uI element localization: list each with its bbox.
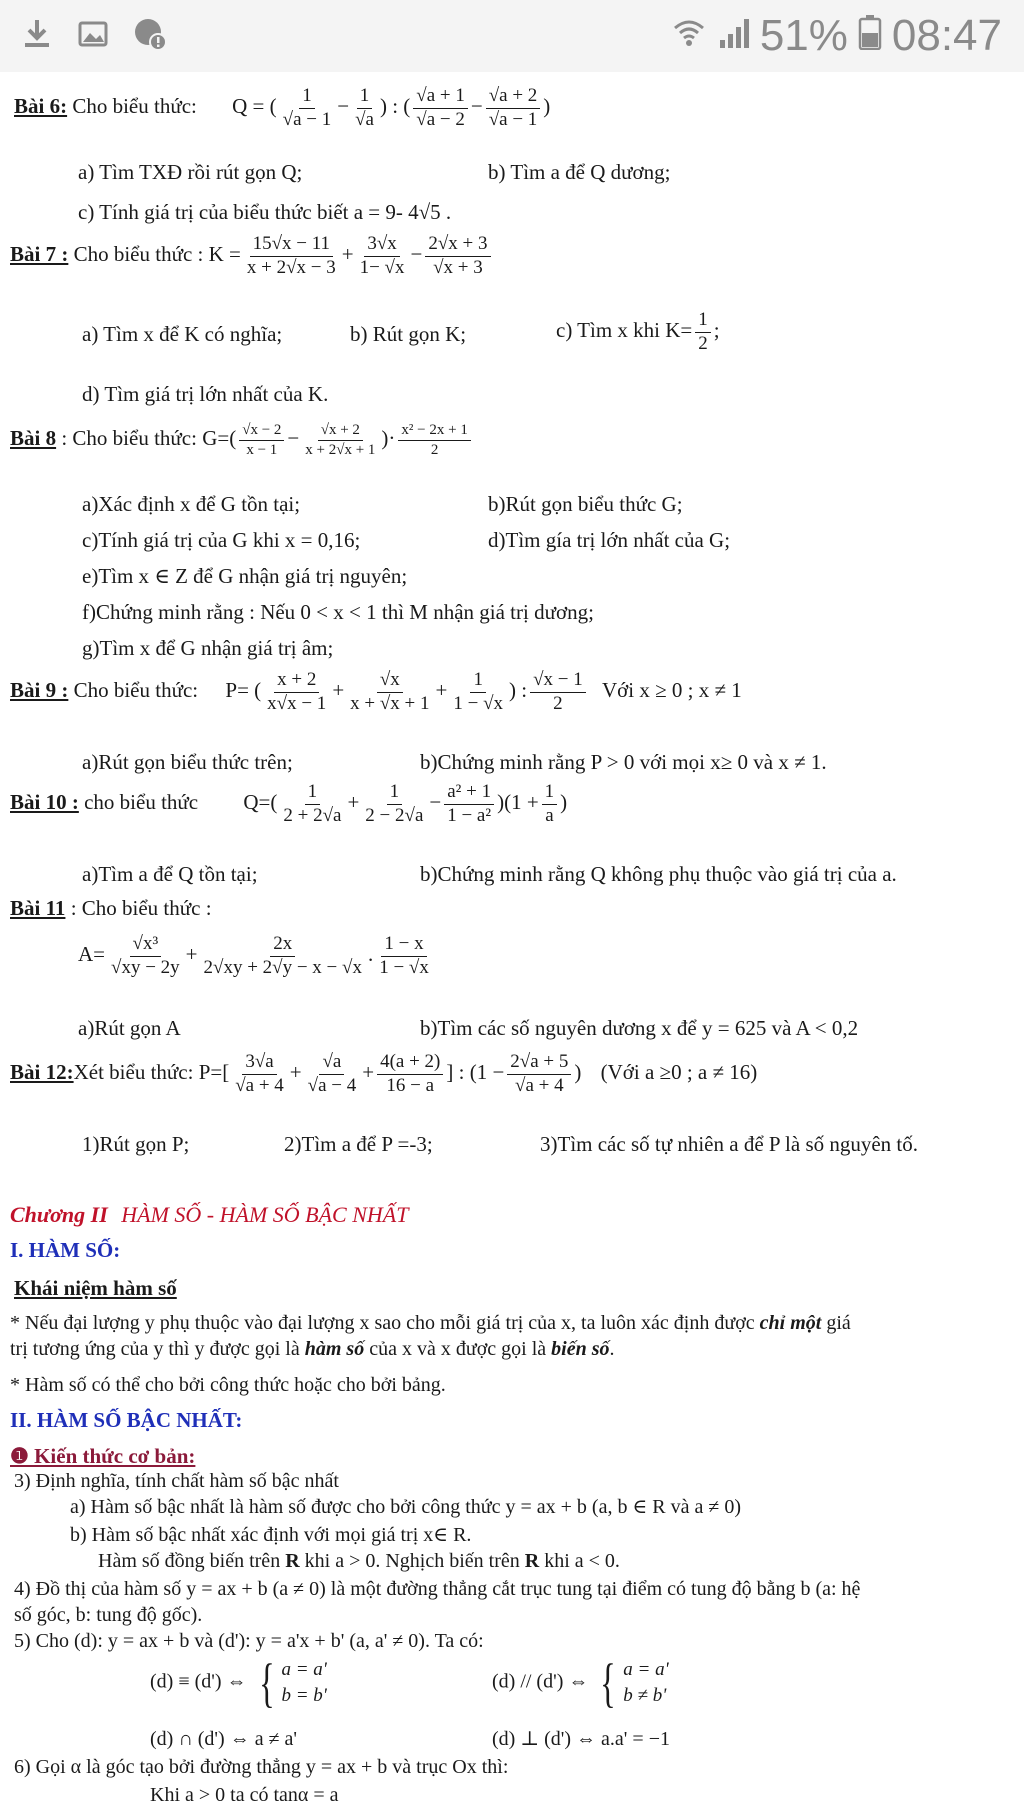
- exercise-9-statement: Bài 9 : Cho biểu thức: P= ( $\frac{x + 2}{x√x - 1}$ + $\frac{√x}{x + √x + 1}$ + $\frac{1}{1 - √x}$ ) : $\frac{√x - 1}{2}$ Với x ≥ 0 ; x ≠ 1: [10, 669, 742, 714]
- signal-icon: [716, 11, 750, 61]
- exercise-12-part-1: 1)Rút gọn P;: [82, 1132, 190, 1156]
- exercise-8-part-c: c)Tính giá trị của G khi x = 0,16;: [82, 528, 361, 552]
- exercise-7-part-a: a) Tìm x để K có nghĩa;: [82, 322, 283, 346]
- exercise-8-part-b: b)Rút gọn biểu thức G;: [488, 492, 683, 516]
- document-page[interactable]: [0, 72, 1024, 1820]
- wifi-icon: [672, 11, 706, 61]
- exercise-11-statement: Bài 11 : Cho biểu thức :: [10, 896, 212, 920]
- function-representation-note: * Hàm số có thể cho bởi công thức hoặc cho bởi bảng.: [10, 1374, 446, 1396]
- section-1-heading: I. HÀM SỐ:: [10, 1238, 121, 1262]
- exercise-8-statement: Bài 8 : Cho biểu thức: G=( $\frac{√x - 2}{x - 1}$ − $\frac{√x + 2}{x + 2√x + 1}$ )· $\frac{\text{x² − 2x + 1}}{2}$: [10, 422, 474, 458]
- exercise-7-statement: Bài 7 : Cho biểu thức : K = $\frac{15√x - 11}{x + 2√x - 3}$ + $\frac{3√x}{1- √x}$ − $\frac{2√x + 3}{√x + 3}$: [10, 234, 494, 279]
- exercise-10-part-b: b)Chứng minh rằng Q không phụ thuộc vào giá trị của a.: [420, 862, 897, 886]
- exercise-6-statement: Bài 6: Cho biểu thức: Q = ( $\frac{1}{√a - 1}$ − $\frac{1}{√a}$ ) : ( $\frac{√a + 1}{√a - 2}$ − $\frac{√a + 2}{√a - 1}$ ): [14, 85, 551, 130]
- item-4-line-1: 4) Đồ thị của hàm số y = ax + b (a ≠ 0) là một đường thẳng cắt trục tung tại điểm có tung độ bằng b (a: hệ: [14, 1578, 861, 1600]
- exercise-9-part-b: b)Chứng minh rằng P > 0 với mọi x≥ 0 và x ≠ 1.: [420, 750, 827, 774]
- exercise-12-part-2: 2)Tìm a để P =-3;: [284, 1132, 433, 1156]
- basics-heading: ❶ Kiến thức cơ bản:: [10, 1444, 196, 1468]
- item-3a: a) Hàm số bậc nhất là hàm số được cho bởi công thức y = ax + b (a, b ∈ R và a ≠ 0): [70, 1496, 741, 1518]
- section-2-heading: II. HÀM SỐ BẬC NHẤT:: [10, 1408, 243, 1432]
- exercise-8-part-f: f)Chứng minh rằng : Nếu 0 < x < 1 thì M nhận giá trị dương;: [82, 600, 594, 624]
- exercise-9-part-a: a)Rút gọn biểu thức trên;: [82, 750, 293, 774]
- item-6a: Khi a > 0 ta có tanα = a: [150, 1784, 339, 1806]
- status-bar: [0, 0, 1024, 72]
- item-6-heading: 6) Gọi α là góc tạo bởi đường thẳng y = ax + b và trục Ox thì:: [14, 1756, 509, 1778]
- sync-alert-icon: [132, 16, 168, 57]
- exercise-10-statement: Bài 10 : cho biểu thức Q=( $\frac{1}{2 + 2√a}$ + $\frac{1}{2 - 2√a}$ − $\frac{\text{a² + 1}}{\text{1 − a²}}$ )(1 + $\frac{1}{a}$ ): [10, 781, 568, 826]
- intersect-condition: (d) ∩ (d') ⇔ a ≠ a': [150, 1728, 298, 1750]
- exercise-8-part-a: a)Xác định x để G tồn tại;: [82, 492, 301, 516]
- exercise-12-statement: Bài 12:Xét biểu thức: P=[ $\frac{3√a}{√a + 4}$ + $\frac{√a}{√a - 4}$ + $\frac{4(a + 2)}{16 - a}$ ] : (1 − $\frac{2√a + 5}{√a + 4}$ ) (Với a ≥0 ; a ≠ 16): [10, 1051, 758, 1096]
- exercise-label: Bài 6:: [14, 94, 68, 119]
- clock: 08:47: [891, 11, 1002, 60]
- exercise-8-part-e: e)Tìm x ∈ Z để G nhận giá trị nguyên;: [82, 564, 408, 588]
- exercise-8-part-g: g)Tìm x để G nhận giá trị âm;: [82, 636, 334, 660]
- coincide-condition: (d) ≡ (d') ⇔ { a = a' b = b': [150, 1653, 327, 1713]
- parallel-condition: (d) // (d') ⇔ { a = a' b ≠ b': [492, 1653, 669, 1713]
- chapter-heading: Chương II HÀM SỐ - HÀM SỐ BẬC NHẤT: [10, 1202, 409, 1227]
- exercise-12-part-3: 3)Tìm các số tự nhiên a để P là số nguyên tố.: [540, 1132, 919, 1156]
- item-5-heading: 5) Cho (d): y = ax + b và (d'): y = a'x + b' (a, a' ≠ 0). Ta có:: [14, 1630, 484, 1652]
- image-icon: [76, 17, 110, 56]
- perpendicular-condition: (d) ⊥ (d') ⇔ a.a' = −1: [492, 1728, 670, 1750]
- exercise-6-part-a: a) Tìm TXĐ rồi rút gọn Q;: [78, 160, 303, 184]
- battery-level: 51%: [759, 11, 848, 60]
- function-definition-line-1: * Nếu đại lượng y phụ thuộc vào đại lượng x sao cho mỗi giá trị của x, ta luôn xác định được chỉ một giá: [10, 1312, 851, 1334]
- battery-icon: [858, 11, 882, 61]
- item-3b: b) Hàm số bậc nhất xác định với mọi giá trị x∈ R.: [70, 1524, 472, 1546]
- exercise-6-part-c: c) Tính giá trị của biểu thức biết a = 9- 4√5 .: [78, 200, 452, 224]
- item-4-line-2: số góc, b: tung độ gốc).: [14, 1604, 203, 1626]
- download-icon: [20, 17, 54, 56]
- exercise-7-part-b: b) Rút gọn K;: [350, 322, 467, 346]
- exercise-8-part-d: d)Tìm gía trị lớn nhất của G;: [488, 528, 731, 552]
- concept-heading: Khái niệm hàm số: [14, 1276, 177, 1300]
- function-definition-line-2: trị tương ứng của y thì y được gọi là hàm số của x và x được gọi là biến số.: [10, 1338, 615, 1360]
- exercise-7-part-c: c) Tìm x khi K= $\frac{1}{2}$ ;: [556, 309, 720, 354]
- exercise-7-part-d: d) Tìm giá trị lớn nhất của K.: [82, 382, 329, 406]
- item-3-heading: 3) Định nghĩa, tính chất hàm số bậc nhất: [14, 1470, 339, 1492]
- exercise-11-part-a: a)Rút gọn A: [78, 1016, 181, 1040]
- exercise-11-formula: A= $\frac{\text{√x³}}{√xy - 2y}$ + $\frac{2x}{2√xy + 2√y - x - √x}$ . $\frac{1 - x}{1 - √x}$: [78, 933, 429, 978]
- item-3c: Hàm số đồng biến trên R khi a > 0. Nghịch biến trên R khi a < 0.: [98, 1550, 620, 1572]
- exercise-10-part-a: a)Tìm a để Q tồn tại;: [82, 862, 258, 886]
- exercise-6-part-b: b) Tìm a để Q dương;: [488, 160, 671, 184]
- exercise-11-part-b: b)Tìm các số nguyên dương x để y = 625 và A < 0,2: [420, 1016, 859, 1040]
